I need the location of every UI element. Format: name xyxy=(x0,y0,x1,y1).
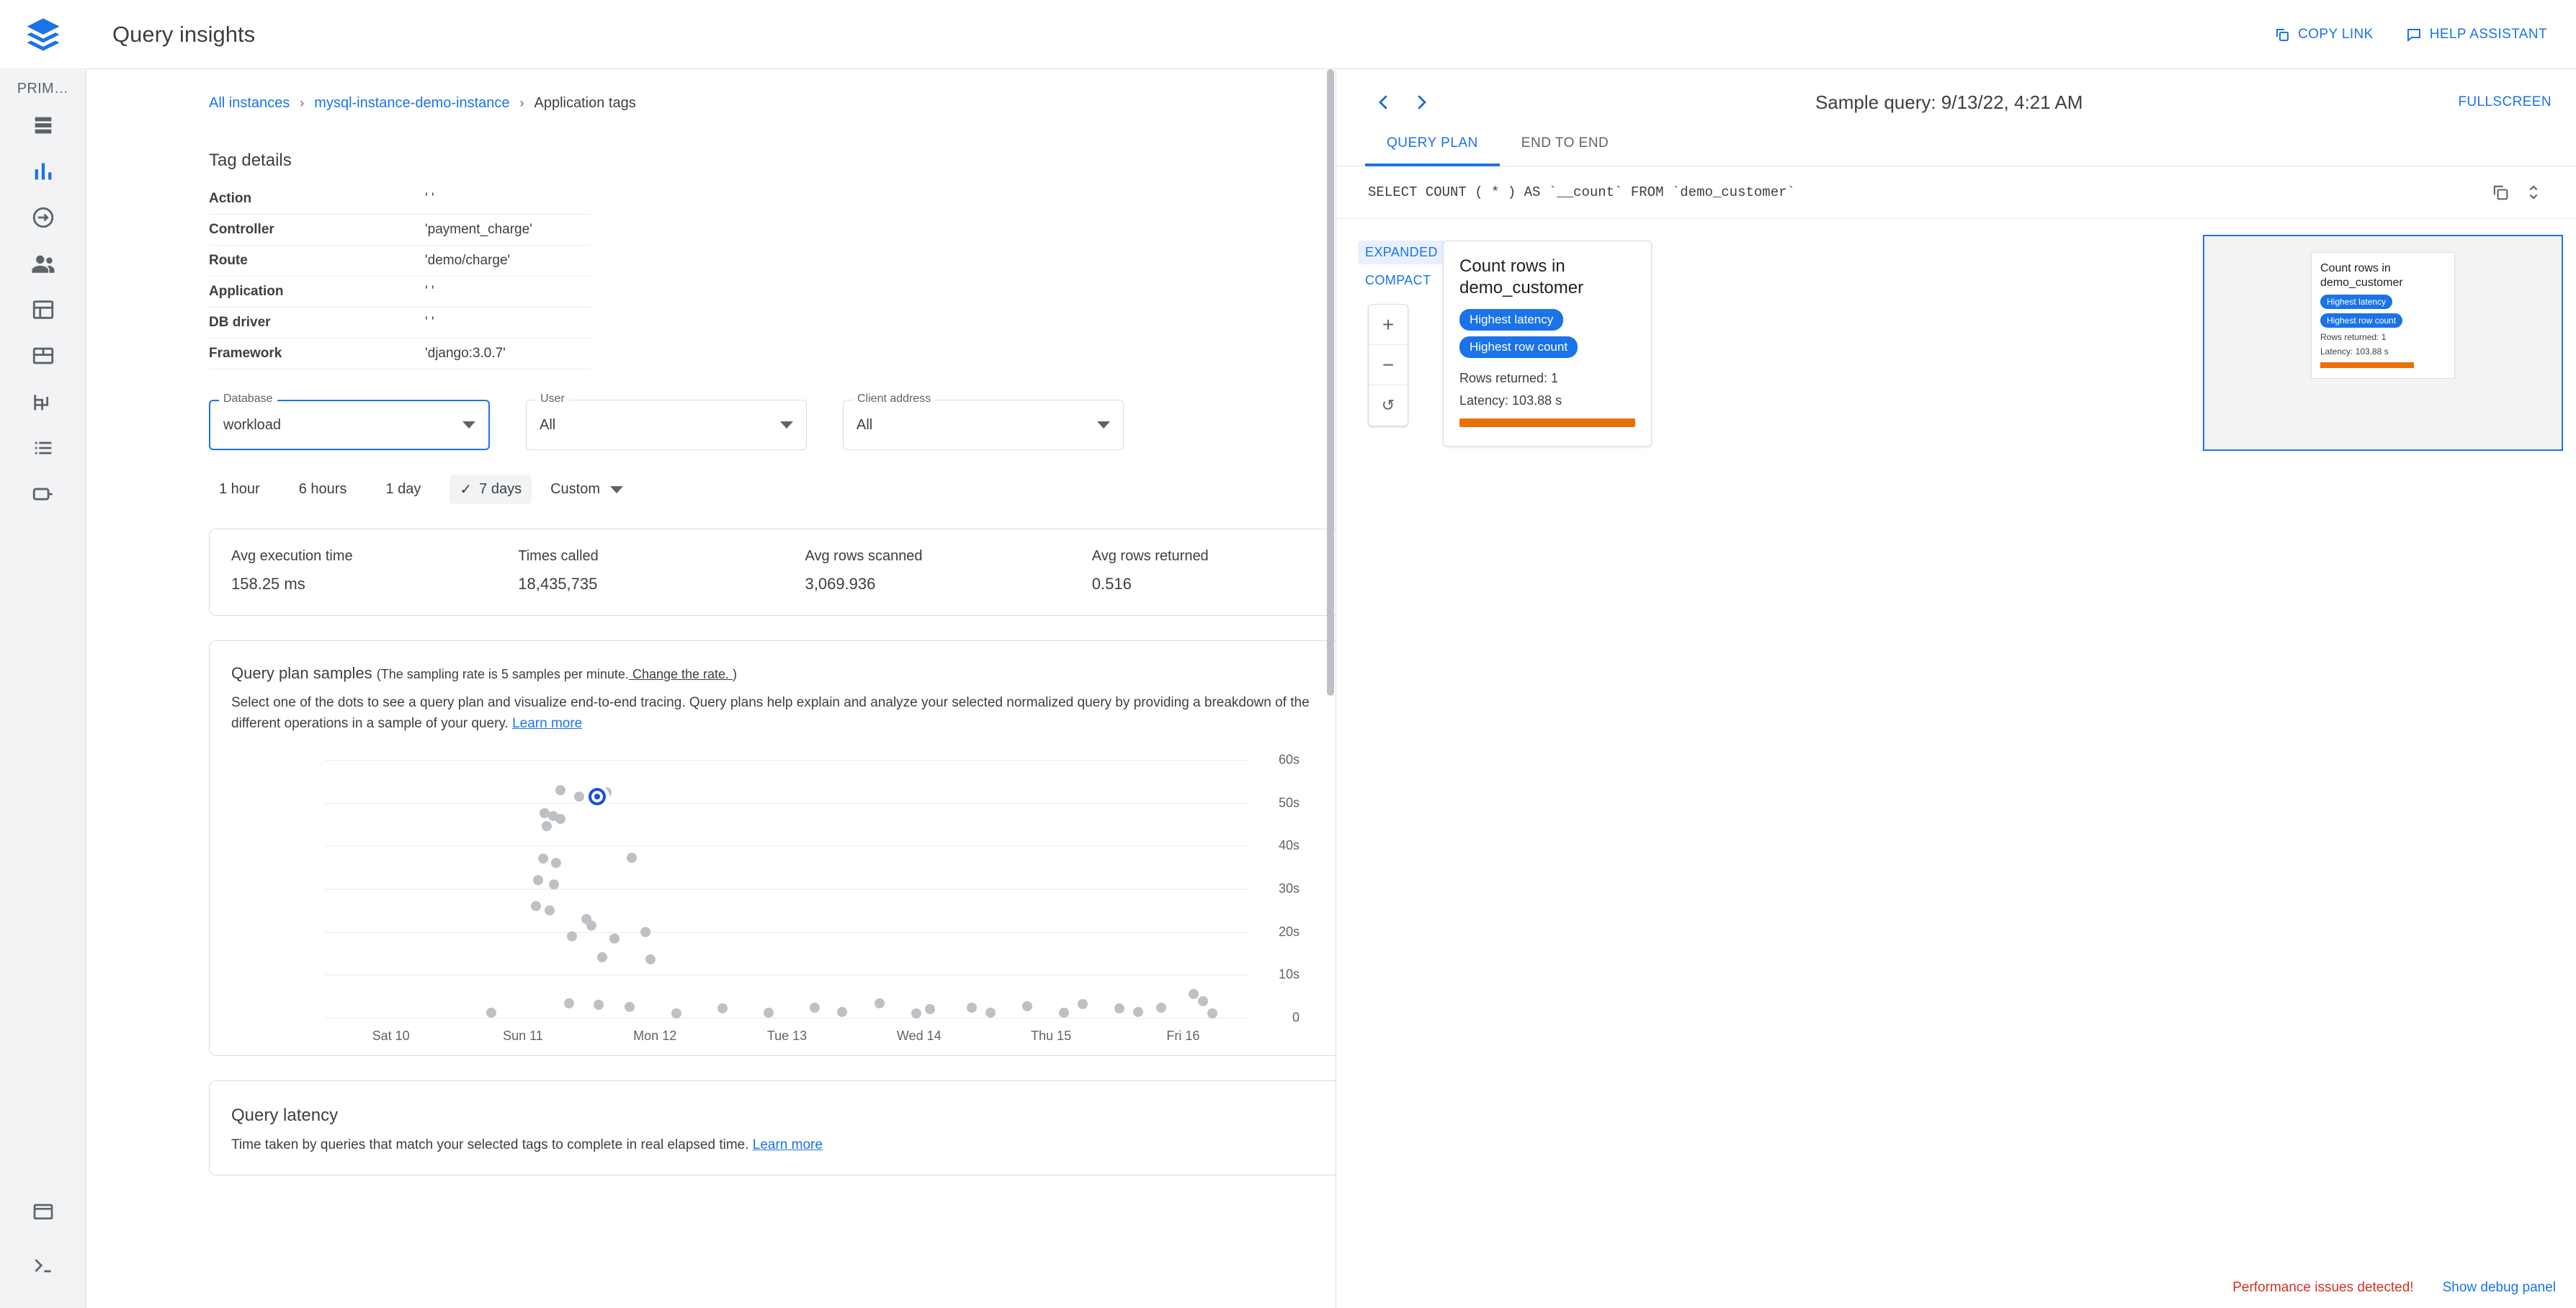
table-row xyxy=(209,339,591,369)
chart-sample-dot[interactable] xyxy=(555,814,565,824)
chart-sample-dot[interactable] xyxy=(671,1008,681,1018)
chart-x-tick-label: Sat 10 xyxy=(372,1029,410,1043)
chevron-left-icon xyxy=(1373,91,1395,113)
query-plan-samples-title: Query plan samples xyxy=(231,664,372,682)
chart-sample-dot[interactable] xyxy=(564,998,574,1008)
chart-gridline xyxy=(325,889,1249,890)
query-latency-description-text: Time taken by queries that match your selected tags to complete in real elapsed time. xyxy=(231,1137,749,1152)
chart-sample-dot[interactable] xyxy=(1078,999,1088,1009)
tag-key: Action xyxy=(209,184,425,215)
sidebar-item-databases[interactable] xyxy=(22,292,65,328)
chart-sample-dot[interactable] xyxy=(609,933,620,944)
time-range-6-hours[interactable]: 6 hours xyxy=(298,481,347,497)
users-icon xyxy=(31,251,55,276)
zoom-in-button[interactable]: + xyxy=(1369,305,1408,345)
previous-sample-button[interactable] xyxy=(1365,84,1403,121)
query-plan-samples-chart[interactable] xyxy=(231,753,1336,1055)
instances-icon xyxy=(31,113,55,138)
zoom-controls xyxy=(1368,304,1408,426)
sample-query-header xyxy=(1336,69,2576,135)
time-range-7-days-label: 7 days xyxy=(479,481,522,497)
tag-key: DB driver xyxy=(209,308,425,339)
table-row xyxy=(209,277,591,308)
tag-key: Framework xyxy=(209,339,425,369)
stat-value: 158.25 ms xyxy=(231,575,305,593)
chart-sample-dot[interactable] xyxy=(1133,1007,1143,1017)
chart-sample-dot[interactable] xyxy=(551,858,561,868)
help-assistant-label: HELP ASSISTANT xyxy=(2429,26,2547,42)
migrations-icon xyxy=(31,205,55,230)
stat-label: Avg rows scanned xyxy=(805,548,923,564)
operations-icon xyxy=(31,436,55,460)
chevron-down-icon xyxy=(462,421,475,429)
chart-sample-dot[interactable] xyxy=(625,1002,635,1012)
chart-sample-dot[interactable] xyxy=(542,821,552,831)
page-title: Query insights xyxy=(112,21,256,47)
breadcrumb-separator-2: › xyxy=(519,96,524,110)
sidebar-item-query-insights[interactable] xyxy=(22,153,65,189)
sidebar-item-instances[interactable] xyxy=(22,107,65,143)
status-badge-highest-latency: Highest latency xyxy=(1459,309,1563,331)
tag-key: Route xyxy=(209,246,425,277)
logo-icon xyxy=(24,15,63,54)
chart-sample-dot[interactable] xyxy=(764,1008,774,1018)
minimap-latency: Latency: 103.88 s xyxy=(2320,346,2389,357)
view-mode-compact[interactable]: COMPACT xyxy=(1365,273,1431,287)
tab-query-plan[interactable]: QUERY PLAN xyxy=(1365,135,1500,166)
sql-bar xyxy=(1336,166,2576,219)
query-latency-description xyxy=(210,1126,1336,1175)
tag-value: 'django:3.0.7' xyxy=(425,339,591,369)
chevron-down-icon xyxy=(610,486,623,493)
chevron-right-icon xyxy=(1410,91,1432,113)
breadcrumb-all-instances[interactable]: All instances xyxy=(209,95,290,111)
chevron-down-icon xyxy=(780,421,793,429)
chart-sample-dot[interactable] xyxy=(555,785,565,795)
databases-icon xyxy=(31,297,55,322)
chart-y-tick-label: 50s xyxy=(1278,795,1300,810)
chart-sample-dot[interactable] xyxy=(717,1003,728,1013)
content-body xyxy=(86,69,2576,1308)
chart-sample-dot[interactable] xyxy=(911,1008,921,1018)
sidebar-item-users[interactable] xyxy=(22,246,65,282)
minimap-rows-returned: Rows returned: 1 xyxy=(2320,332,2387,342)
plan-node-latency: Latency: 103.88 s xyxy=(1459,393,1562,408)
chart-gridline xyxy=(325,760,1249,761)
client-address-select-wrap xyxy=(843,393,1124,450)
chart-y-tick-label: 20s xyxy=(1278,924,1300,939)
time-range-custom-label: Custom xyxy=(550,481,600,497)
plan-node-count-rows[interactable] xyxy=(1443,241,1652,447)
tag-key: Controller xyxy=(209,215,425,246)
rail-items xyxy=(0,107,86,512)
chart-y-tick-label: 0 xyxy=(1292,1010,1300,1025)
zoom-reset-button[interactable]: ↺ xyxy=(1381,396,1395,414)
stat-value: 3,069.936 xyxy=(805,575,876,593)
chart-sample-dot[interactable] xyxy=(567,931,577,941)
top-bar xyxy=(86,0,2576,69)
stats-card xyxy=(209,529,1336,616)
chart-y-tick-label: 40s xyxy=(1278,838,1300,853)
chart-sample-dot[interactable] xyxy=(1207,1008,1217,1018)
left-rail xyxy=(0,0,86,1308)
table-row xyxy=(209,308,591,339)
client-address-select[interactable] xyxy=(843,400,1124,450)
sample-query-panel xyxy=(1336,69,2576,1308)
connections-icon xyxy=(31,482,55,506)
fullscreen-button[interactable]: FULLSCREEN xyxy=(2458,94,2552,109)
chart-gridline xyxy=(325,932,1249,933)
tag-value: ' ' xyxy=(425,277,591,308)
time-range-row xyxy=(209,475,1336,504)
time-range-1-hour[interactable]: 1 hour xyxy=(219,481,260,497)
view-mode-toggle xyxy=(1358,241,1445,292)
sampling-rate-text: (The sampling rate is 5 samples per minute. xyxy=(376,667,629,681)
chart-sample-dot[interactable] xyxy=(597,952,607,962)
expand-collapse-icon xyxy=(2523,182,2544,202)
breadcrumb-instance[interactable]: mysql-instance-demo-instance xyxy=(314,95,510,111)
sidebar-item-replicas[interactable] xyxy=(22,384,65,420)
chart-x-tick-label: Fri 16 xyxy=(1166,1029,1200,1043)
tag-value: 'demo/charge' xyxy=(425,246,591,277)
database-select-value: workload xyxy=(223,416,282,433)
tag-value: ' ' xyxy=(425,184,591,215)
left-panel-scrollbar[interactable] xyxy=(1327,69,1334,696)
minimap-badge-highest-latency: Highest latency xyxy=(2320,295,2392,309)
user-select-value: All xyxy=(540,416,556,433)
copy-sql-button[interactable] xyxy=(2484,182,2517,202)
user-select[interactable] xyxy=(526,400,807,450)
chart-sample-dot[interactable] xyxy=(594,1000,604,1010)
stat-value: 18,435,735 xyxy=(518,575,598,593)
rail-bottom xyxy=(0,1193,86,1308)
marketplace-icon xyxy=(32,1199,55,1222)
minimap-badge-highest-row-count: Highest row count xyxy=(2320,313,2402,328)
database-select-wrap xyxy=(209,393,490,450)
table-row xyxy=(209,184,591,215)
chart-sample-dot[interactable] xyxy=(985,1008,996,1018)
chart-sample-dot[interactable] xyxy=(645,954,656,964)
query-tabs xyxy=(1336,135,2576,166)
chat-help-icon xyxy=(2405,26,2423,43)
minimap-node xyxy=(2311,252,2455,379)
chart-sample-dot[interactable] xyxy=(531,901,541,911)
chart-sample-dot[interactable] xyxy=(533,875,543,885)
stat-label: Avg rows returned xyxy=(1091,548,1209,564)
stat-label: Avg execution time xyxy=(231,548,353,564)
stat-value: 0.516 xyxy=(1091,575,1132,593)
query-latency-title: Query latency xyxy=(231,1106,339,1125)
query-plan-samples-description xyxy=(210,683,1336,734)
change-rate-link[interactable]: Change the rate. xyxy=(628,667,733,681)
breadcrumb-current: Application tags xyxy=(534,95,636,111)
chart-sample-dot[interactable] xyxy=(538,854,548,864)
chart-gridline xyxy=(325,803,1249,804)
time-range-1-day[interactable]: 1 day xyxy=(385,481,421,497)
status-bar xyxy=(1336,1268,2576,1308)
sidebar-item-operations[interactable] xyxy=(22,430,65,466)
tag-details-table xyxy=(209,184,591,369)
query-plan-canvas[interactable] xyxy=(1336,219,2576,1308)
main-area xyxy=(86,0,2576,1308)
sidebar-item-connections[interactable] xyxy=(22,476,65,512)
replicas-icon xyxy=(31,390,55,414)
database-select[interactable] xyxy=(209,400,490,450)
stat-times-called xyxy=(496,548,783,593)
check-icon: ✓ xyxy=(460,482,473,498)
time-range-custom[interactable] xyxy=(550,481,623,498)
time-range-7-days[interactable] xyxy=(450,475,532,504)
sidebar-item-migrations[interactable] xyxy=(22,200,65,236)
latency-bar xyxy=(1459,418,1635,427)
chart-sample-dot[interactable] xyxy=(586,920,596,931)
plan-node-title: Count rows in demo_customer xyxy=(1459,256,1584,297)
learn-more-link-samples[interactable]: Learn more xyxy=(512,715,583,731)
cloud-shell-button[interactable] xyxy=(22,1247,65,1284)
view-mode-expanded[interactable]: EXPANDED xyxy=(1358,241,1445,264)
sql-text: SELECT COUNT ( * ) AS `__count` FROM `demo_customer` xyxy=(1368,184,1795,200)
breadcrumb xyxy=(86,95,1336,112)
breadcrumb-separator-1: › xyxy=(300,96,305,110)
chart-sample-dot[interactable] xyxy=(545,905,555,915)
marketplace-button[interactable] xyxy=(22,1193,65,1229)
chart-y-tick-label: 30s xyxy=(1278,881,1300,896)
chart-sample-dot[interactable] xyxy=(967,1003,977,1013)
chart-x-tick-label: Tue 13 xyxy=(766,1029,808,1043)
learn-more-link-latency[interactable]: Learn more xyxy=(752,1137,823,1152)
sample-query-title: Sample query: 9/13/22, 4:21 AM xyxy=(1815,91,2083,113)
chart-sample-dot[interactable] xyxy=(640,927,650,937)
minimap-node-title: Count rows in demo_customer xyxy=(2320,262,2403,289)
help-assistant-button[interactable] xyxy=(2405,26,2547,43)
chart-plot-area[interactable] xyxy=(325,752,1300,1043)
table-row xyxy=(209,246,591,277)
query-plan-samples-title-row xyxy=(210,641,1336,683)
minimap-latency-bar xyxy=(2320,362,2414,368)
copy-link-label: COPY LINK xyxy=(2298,26,2374,42)
chart-sample-dot[interactable] xyxy=(1022,1001,1032,1011)
query-latency-card xyxy=(209,1080,1336,1175)
chart-sample-dot[interactable] xyxy=(925,1004,935,1014)
stat-avg-rows-returned xyxy=(1070,548,1336,593)
plan-minimap[interactable] xyxy=(2203,235,2563,451)
chart-x-tick-label: Mon 12 xyxy=(633,1029,677,1043)
copy-icon xyxy=(2273,26,2291,43)
copy-link-button[interactable] xyxy=(2273,26,2374,43)
chart-sample-dot[interactable] xyxy=(1114,1003,1124,1013)
expand-sql-button[interactable] xyxy=(2517,182,2550,202)
chart-sample-dot[interactable] xyxy=(574,792,584,802)
stat-avg-rows-scanned xyxy=(784,548,1070,593)
status-badge-highest-row-count: Highest row count xyxy=(1459,336,1578,358)
insights-icon xyxy=(31,159,55,184)
chart-y-tick-label: 60s xyxy=(1278,752,1300,767)
chart-sample-dot[interactable] xyxy=(1189,989,1199,999)
chart-sample-dot[interactable] xyxy=(837,1007,847,1017)
client-address-select-value: All xyxy=(857,416,873,433)
next-sample-button[interactable] xyxy=(1403,84,1440,121)
project-label: PRIM… xyxy=(17,81,69,97)
stat-avg-execution-time xyxy=(210,548,496,593)
chart-sample-dot[interactable] xyxy=(1156,1003,1166,1013)
chart-sample-dot[interactable] xyxy=(875,998,885,1008)
sampling-rate-close: ) xyxy=(733,667,738,681)
terminal-icon xyxy=(32,1254,55,1277)
product-logo[interactable] xyxy=(0,0,86,69)
chart-sample-dot[interactable] xyxy=(810,1003,820,1013)
zoom-out-button[interactable]: − xyxy=(1369,345,1408,385)
table-row xyxy=(209,215,591,246)
chart-x-tick-label: Sun 11 xyxy=(503,1029,543,1043)
chart-sample-dot[interactable] xyxy=(627,853,637,863)
sidebar-item-backups[interactable] xyxy=(22,338,65,374)
backups-icon xyxy=(31,344,55,368)
chart-sample-dot[interactable] xyxy=(1059,1008,1069,1018)
filter-row xyxy=(209,393,1336,450)
query-plan-samples-card xyxy=(209,640,1336,1056)
tag-key: Application xyxy=(209,277,425,308)
tag-value: ' ' xyxy=(425,308,591,339)
insights-left-panel xyxy=(86,69,1336,1308)
copy-icon xyxy=(2490,182,2510,202)
tag-details-title: Tag details xyxy=(209,151,292,170)
chart-sample-dot[interactable] xyxy=(486,1008,496,1018)
chart-selected-dot[interactable] xyxy=(589,788,606,805)
chart-sample-dot[interactable] xyxy=(1198,996,1208,1006)
performance-issues-text: Performance issues detected! xyxy=(2232,1280,2414,1295)
client-address-select-label: Client address xyxy=(853,393,935,406)
stat-label: Times called xyxy=(518,548,599,564)
query-plan-samples-description-text: Select one of the dots to see a query plan and visualize end-to-end tracing. Query plans help explain and analyze your selected normalized query by providing a breakdown of the different operations in a sample of your query. xyxy=(231,695,1310,731)
show-debug-panel-link[interactable]: Show debug panel xyxy=(2442,1280,2556,1295)
user-select-label: User xyxy=(536,393,569,406)
tab-end-to-end[interactable]: END TO END xyxy=(1521,135,1609,151)
chart-y-tick-label: 10s xyxy=(1278,967,1300,982)
user-select-wrap xyxy=(526,393,807,450)
chart-sample-dot[interactable] xyxy=(549,879,559,890)
plan-node-rows-returned: Rows returned: 1 xyxy=(1459,371,1559,385)
database-select-label: Database xyxy=(219,393,277,406)
chevron-down-icon xyxy=(1097,421,1110,429)
chart-x-tick-label: Thu 15 xyxy=(1031,1029,1072,1043)
tag-value: 'payment_charge' xyxy=(425,215,591,246)
chart-x-tick-label: Wed 14 xyxy=(896,1029,942,1043)
